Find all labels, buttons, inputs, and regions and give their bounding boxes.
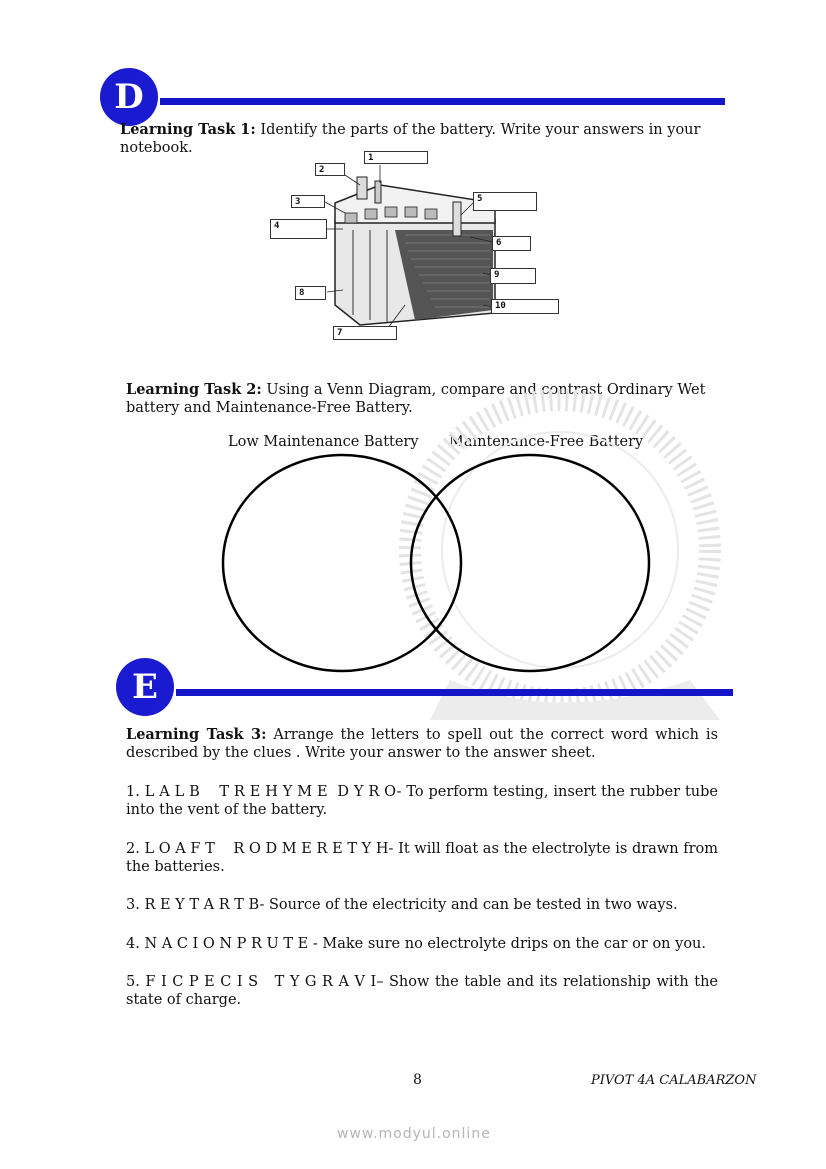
task3-item-1-scrambled: 1. L A L B T R E H Y M E D Y R O- bbox=[126, 784, 402, 800]
venn-left-label: Low Maintenance Battery bbox=[228, 434, 419, 450]
section-d-badge bbox=[100, 68, 158, 126]
task3-item-3 bbox=[126, 896, 718, 914]
venn-diagram bbox=[215, 450, 655, 675]
page-number: 8 bbox=[413, 1072, 422, 1088]
task3-text: Arrange the letters to spell out the correct word which is described by the clues . Write your answer to the answer sheet. bbox=[126, 727, 719, 761]
task3-item-4-scrambled: 4. N A C I O N P R U T E - bbox=[126, 936, 318, 952]
task3-item-3-clue: Source of the electricity and can be tested in two ways. bbox=[264, 897, 678, 913]
battery-label-6: 6 bbox=[492, 236, 531, 251]
task3-item-2-clue: It will float as the electrolyte is drawn from the batteries. bbox=[126, 841, 718, 875]
task3-item-2 bbox=[126, 840, 718, 876]
task1-heading: Learning Task 1: bbox=[120, 121, 256, 138]
section-d-letter: D bbox=[114, 77, 144, 117]
section-e-badge bbox=[116, 658, 174, 716]
task3-item-5-scrambled: 5. F I C P E C I S T Y G R A V I– bbox=[126, 974, 384, 990]
task3-item-1 bbox=[126, 783, 718, 819]
task3-item-5 bbox=[126, 973, 718, 1009]
task3-item-2-scrambled: 2. L O A F T R O D M E R E T Y H- bbox=[126, 841, 394, 857]
section-e-bar bbox=[176, 689, 733, 696]
battery-label-2: 2 bbox=[315, 163, 345, 176]
task2-heading: Learning Task 2: bbox=[126, 381, 262, 398]
battery-label-5: 5 bbox=[473, 192, 537, 211]
venn-right-circle bbox=[411, 455, 649, 671]
task2-text: Using a Venn Diagram, compare and contrast Ordinary Wet battery and Maintenance-Free Battery. bbox=[126, 382, 706, 416]
task3-item-4 bbox=[126, 935, 726, 953]
battery-label-1: 1 bbox=[364, 151, 428, 164]
task1-text: Identify the parts of the battery. Write your answers in your notebook. bbox=[120, 122, 701, 156]
battery-label-7: 7 bbox=[333, 326, 397, 340]
battery-label-4: 4 bbox=[270, 219, 327, 239]
task3-paragraph bbox=[126, 726, 718, 762]
battery-label-10: 10 bbox=[491, 299, 559, 314]
publisher-label: PIVOT 4A CALABARZON bbox=[591, 1073, 757, 1088]
battery-label-8: 8 bbox=[295, 286, 326, 300]
task3-item-4-clue: Make sure no electrolyte drips on the car or on you. bbox=[317, 936, 707, 952]
section-e-letter: E bbox=[132, 667, 158, 707]
battery-label-9: 9 bbox=[490, 268, 536, 284]
task3-item-1-clue: To perform testing, insert the rubber tube into the vent of the battery. bbox=[126, 784, 718, 818]
task3-item-3-scrambled: 3. R E Y T A R T B- bbox=[126, 897, 265, 913]
venn-right-label: Maintenance-Free Battery bbox=[449, 434, 644, 450]
section-d-bar bbox=[160, 98, 725, 105]
venn-left-circle bbox=[223, 455, 461, 671]
task3-heading: Learning Task 3: bbox=[126, 726, 267, 743]
task3-item-5-clue: Show the table and its relationship with the state of charge. bbox=[126, 974, 718, 1008]
watermark-url: www.modyul.online bbox=[337, 1126, 491, 1142]
battery-label-3: 3 bbox=[291, 195, 325, 208]
